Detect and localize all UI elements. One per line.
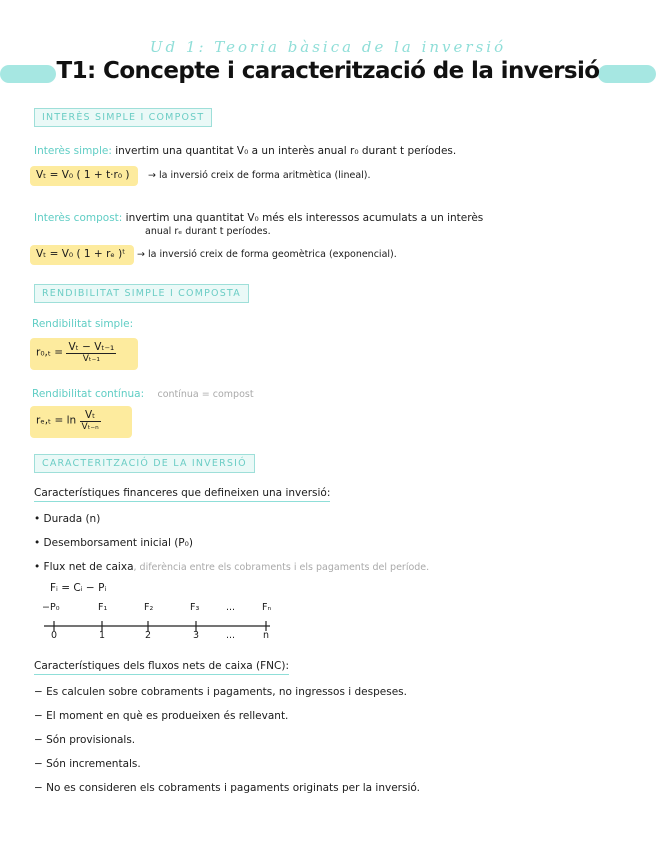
continuous-return-formula <box>36 409 101 432</box>
compound-interest-term: Interès compost: <box>34 212 123 224</box>
timeline-top-4: ... <box>226 602 236 613</box>
compound-interest-desc2: anual rₑ durant t períodes. <box>145 226 271 237</box>
simple-interest-desc: invertim una quantitat V₀ a un interès anual r₀ durant t períodes. <box>115 145 457 157</box>
continuous-note: contínua = compost <box>157 389 254 400</box>
timeline-top-2: F₂ <box>144 602 154 613</box>
compound-formula: Vₜ = V₀ ( 1 + rₑ )ᵗ <box>36 248 126 260</box>
timeline-top-1: F₁ <box>98 602 108 613</box>
simple-return-denominator: Vₜ₋₁ <box>82 354 100 364</box>
continuous-return-lhs: rₑ,ₜ = ln <box>36 414 77 427</box>
timeline-bottom-4: ... <box>226 630 236 641</box>
continuous-return-denominator: Vₜ₋ₙ <box>81 422 99 432</box>
continuous-return-line <box>32 388 254 400</box>
simple-return-term: Rendibilitat simple: <box>32 318 134 330</box>
continuous-return-term: Rendibilitat contínua: <box>32 388 145 400</box>
timeline-bottom-0: 0 <box>51 630 58 641</box>
fnc-point-5: − No es consideren els cobraments i pagaments originats per la inversió. <box>34 782 420 794</box>
characteristics-heading-text: Característiques financeres que defineixen una inversió: <box>34 487 330 502</box>
bullet-desemborsament: • Desemborsament inicial (P₀) <box>34 537 193 549</box>
unit-subtitle: Ud 1: Teoria bàsica de la inversió <box>149 38 507 56</box>
continuous-return-fraction <box>80 409 101 432</box>
bullet-durada-text: Durada (n) <box>43 513 101 525</box>
compound-interest-desc1: invertim una quantitat V₀ més els interessos acumulats a un interès <box>125 212 484 224</box>
fnc-point-1: − Es calculen sobre cobraments i pagaments, no ingressos i despeses. <box>34 686 407 698</box>
simple-interest-line <box>34 145 456 157</box>
flux-desc: , diferència entre els cobraments i els pagaments del període. <box>133 562 430 573</box>
characteristics-heading <box>34 487 330 499</box>
compound-note: → la inversió creix de forma geomètrica (exponencial). <box>137 249 397 260</box>
simple-return-fraction <box>66 341 116 364</box>
fnc-heading-text: Característiques dels fluxos nets de caixa (FNC): <box>34 660 289 675</box>
section-label-interes: INTERÈS SIMPLE I COMPOST <box>34 108 212 127</box>
page-title: T1: Concepte i caracterització de la inversió <box>56 58 600 84</box>
timeline-bottom-5: n <box>263 630 270 641</box>
simple-interest-term: Interès simple: <box>34 145 112 157</box>
bullet-desemborsament-text: Desemborsament inicial (P₀) <box>43 537 193 549</box>
bullet-durada: • Durada (n) <box>34 513 101 525</box>
simple-return-formula <box>36 341 116 364</box>
compound-interest-line <box>34 212 483 224</box>
timeline-bottom-3: 3 <box>193 630 200 641</box>
simple-return-numerator: Vₜ − Vₜ₋₁ <box>68 341 115 353</box>
timeline-axis <box>40 616 280 636</box>
timeline-top-3: F₃ <box>190 602 200 613</box>
timeline-top-0: −P₀ <box>42 602 60 613</box>
timeline-bottom-1: 1 <box>99 630 106 641</box>
fnc-point-2: − El moment en què es produeixen és rellevant. <box>34 710 289 722</box>
flux-term: Flux net de caixa <box>43 561 134 573</box>
section-label-rendibilitat: RENDIBILITAT SIMPLE I COMPOSTA <box>34 284 249 303</box>
simple-note: → la inversió creix de forma aritmètica (lineal). <box>148 170 371 181</box>
bullet-flux: • Flux net de caixa, diferència entre els cobraments i els pagaments del període. <box>34 561 430 573</box>
simple-formula: Vₜ = V₀ ( 1 + t·r₀ ) <box>36 169 130 181</box>
timeline-top-5: Fₙ <box>262 602 272 613</box>
fnc-heading <box>34 660 289 672</box>
flux-formula: Fᵢ = Cᵢ − Pᵢ <box>50 582 107 594</box>
section-label-caracteritzacio: CARACTERITZACIÓ DE LA INVERSIÓ <box>34 454 255 473</box>
timeline-bottom-2: 2 <box>145 630 152 641</box>
fnc-point-3: − Són provisionals. <box>34 734 136 746</box>
fnc-point-4: − Són incrementals. <box>34 758 141 770</box>
simple-return-lhs: r₀,ₜ = <box>36 346 64 359</box>
continuous-return-numerator: Vₜ <box>80 409 101 422</box>
